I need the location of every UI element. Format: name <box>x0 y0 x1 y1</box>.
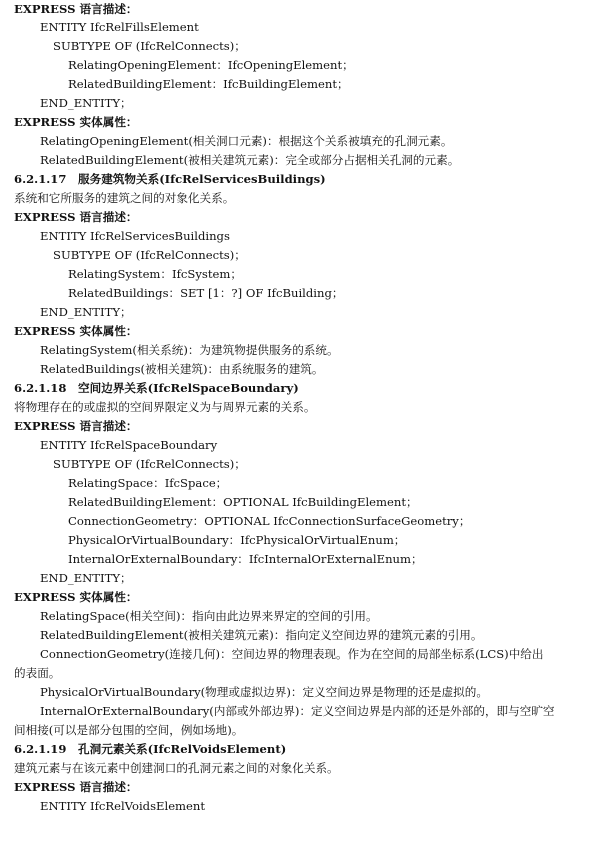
entity-declaration: ENTITY IfcRelFillsElement <box>40 20 199 34</box>
end-entity: END_ENTITY； <box>40 305 132 319</box>
attribute-description: PhysicalOrVirtualBoundary(物理或虚拟边界)：定义空间边界是物理的还是虚拟的。 <box>40 685 488 699</box>
section-heading-6-2-1-18: 6.2.1.18 空间边界关系(IfcRelSpaceBoundary) <box>14 381 299 395</box>
attribute-description: ConnectionGeometry(连接几何)：空间边界的物理表现。作为在空间的局部坐标系(LCS)中给出 <box>40 647 544 661</box>
entity-declaration: ENTITY IfcRelSpaceBoundary <box>40 438 218 452</box>
attribute-description: RelatingOpeningElement(相关洞口元素)：根据这个关系被填充的孔洞元素。 <box>40 134 453 148</box>
entity-attributes-heading: EXPRESS 实体属性： <box>14 324 138 338</box>
entity-attributes-heading: EXPRESS 实体属性： <box>14 115 138 129</box>
attribute-description: RelatedBuildingElement(被相关建筑元素)：指向定义空间边界的建筑元素的引用。 <box>40 628 483 642</box>
express-description-heading: EXPRESS 语言描述： <box>14 2 138 16</box>
express-description-heading: EXPRESS 语言描述： <box>14 780 138 794</box>
end-entity: END_ENTITY； <box>40 571 132 585</box>
subtype-declaration: SUBTYPE OF (IfcRelConnects)； <box>53 39 246 53</box>
section-description: 将物理存在的或虚拟的空间界限定义为与周界元素的关系。 <box>14 400 316 414</box>
section-heading-6-2-1-17: 6.2.1.17 服务建筑物关系(IfcRelServicesBuildings) <box>14 172 326 186</box>
section-description: 建筑元素与在该元素中创建洞口的孔洞元素之间的对象化关系。 <box>14 761 339 775</box>
attribute-declaration: PhysicalOrVirtualBoundary：IfcPhysicalOrVirtualEnum； <box>68 533 406 547</box>
attribute-declaration: RelatedBuildingElement：IfcBuildingElement； <box>68 77 349 91</box>
attribute-declaration: ConnectionGeometry：OPTIONAL IfcConnectionSurfaceGeometry； <box>68 514 471 528</box>
attribute-declaration: RelatedBuildingElement：OPTIONAL IfcBuildingElement； <box>68 495 418 509</box>
entity-declaration: ENTITY IfcRelServicesBuildings <box>40 229 230 243</box>
attribute-description: RelatedBuildingElement(被相关建筑元素)：完全或部分占据相关孔洞的元素。 <box>40 153 460 167</box>
express-description-heading: EXPRESS 语言描述： <box>14 419 138 433</box>
attribute-description: RelatedBuildings(被相关建筑)：由系统服务的建筑。 <box>40 362 324 376</box>
attribute-description: RelatingSpace(相关空间)：指向由此边界来界定的空间的引用。 <box>40 609 378 623</box>
subtype-declaration: SUBTYPE OF (IfcRelConnects)； <box>53 248 246 262</box>
attribute-description: InternalOrExternalBoundary(内部或外部边界)：定义空间边界是内部的还是外部的，即与空旷空 <box>40 704 555 718</box>
attribute-declaration: RelatingSystem：IfcSystem； <box>68 267 242 281</box>
attribute-declaration: RelatingOpeningElement：IfcOpeningElement； <box>68 58 354 72</box>
entity-attributes-heading: EXPRESS 实体属性： <box>14 590 138 604</box>
section-description: 系统和它所服务的建筑之间的对象化关系。 <box>14 191 235 205</box>
attribute-declaration: RelatedBuildings：SET [1：?] OF IfcBuilding； <box>68 286 344 300</box>
subtype-declaration: SUBTYPE OF (IfcRelConnects)； <box>53 457 246 471</box>
attribute-description-continued: 间相接(可以是部分包围的空间，例如场地)。 <box>14 723 244 737</box>
end-entity: END_ENTITY； <box>40 96 132 110</box>
attribute-declaration: InternalOrExternalBoundary：IfcInternalOrExternalEnum； <box>68 552 423 566</box>
express-description-heading: EXPRESS 语言描述： <box>14 210 138 224</box>
entity-declaration: ENTITY IfcRelVoidsElement <box>40 799 206 813</box>
attribute-declaration: RelatingSpace：IfcSpace； <box>68 476 228 490</box>
section-heading-6-2-1-19: 6.2.1.19 孔洞元素关系(IfcRelVoidsElement) <box>14 742 287 756</box>
attribute-description-continued: 的表面。 <box>14 666 61 680</box>
attribute-description: RelatingSystem(相关系统)：为建筑物提供服务的系统。 <box>40 343 339 357</box>
